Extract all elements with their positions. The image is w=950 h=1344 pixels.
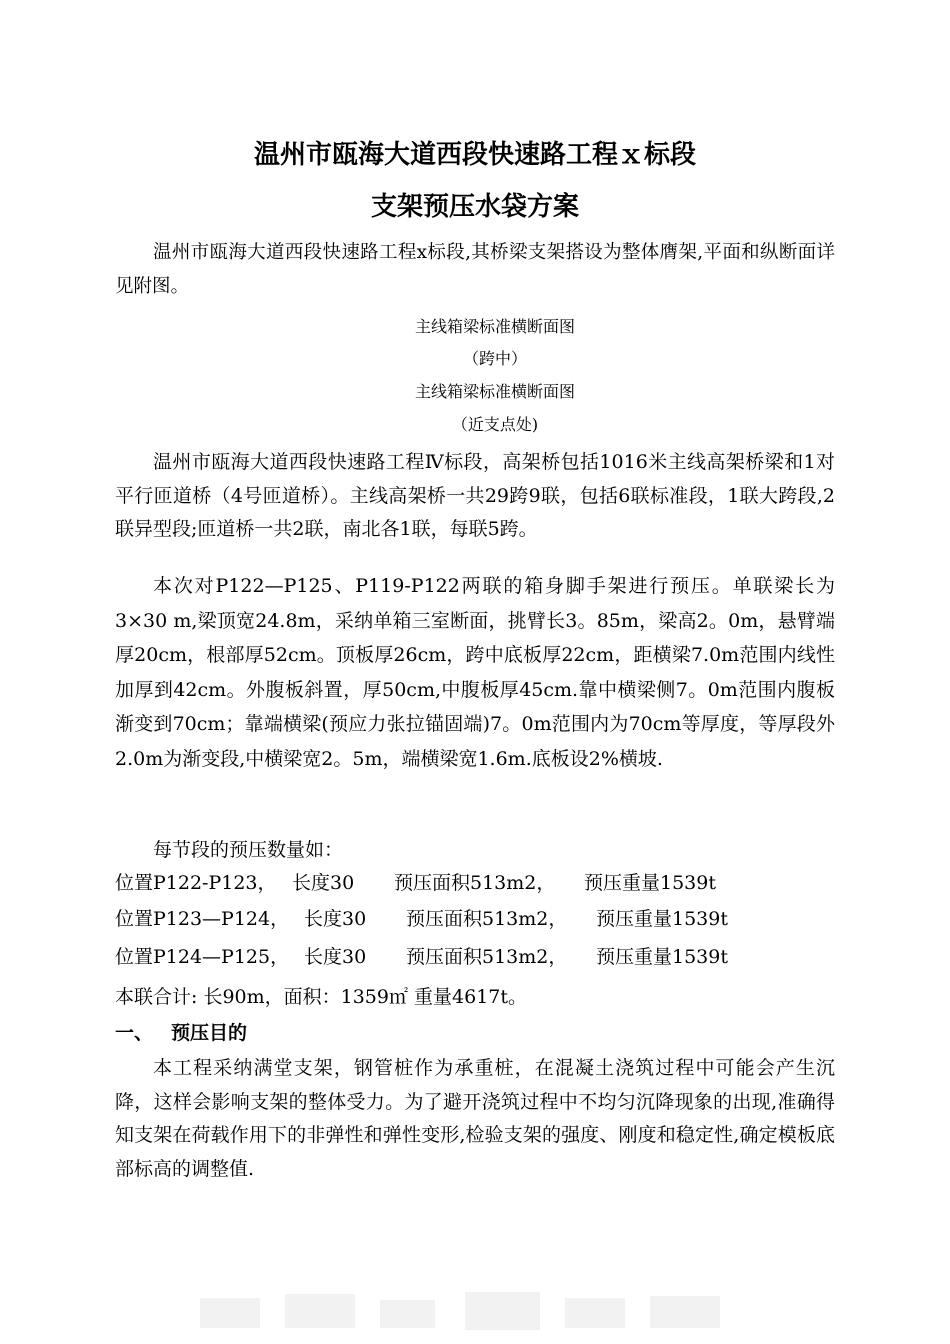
figure-caption: （近支点处) (451, 415, 539, 434)
position-area: 预压面积513m2， (406, 946, 568, 968)
project-description-paragraph: 温州市瓯海大道西段快速路工程Ⅳ标段，高架桥包括1016米主线高架桥梁和1对平行匝道桥（4号匝道桥）。主线高架桥一共29跨9联，包括6联标准段，1联大跨段,2联异型段;匝道桥一共2联，南北各1联，每联5跨。 (115, 451, 835, 540)
preload-scope-paragraph: 本次对P122—P125、P119-P122两联的箱身脚手架进行预压。单联梁长为3×30 m,梁顶宽24.8m，采纳单箱三室断面，挑臂长3。85m，梁高2。0m，悬臂端厚20cm，根部厚52cm。顶板厚26cm，跨中底板厚22cm，距横梁7.0m范围内线性加厚到42cm。外腹板斜置，厚50cm,中腹板厚45cm.靠中横梁侧7。0m范围内腹板渐变到70cm；靠端横梁(预应力张拉锚固端)7。0m范围内为70cm等厚度，等厚段外2.0m为渐变段,中横梁宽2。5m，端横梁宽1.6m.底板设2%横坡. (115, 575, 835, 770)
position-area: 预压面积513m2， (394, 872, 556, 894)
position-label: 位置P123—P124， (115, 908, 290, 930)
figure-caption: 主线箱梁标准横断面图 (414, 317, 575, 336)
intro-paragraph: 温州市瓯海大道西段快速路工程x标段,其桥梁支架搭设为整体膺架,平面和纵断面详见附图。 (115, 242, 835, 297)
figure-caption: 主线箱梁标准横断面图 (414, 382, 575, 401)
position-area: 预压面积513m2， (406, 908, 568, 930)
position-label: 位置P122-P123， (115, 872, 277, 894)
document-subtitle: 支架预压水袋方案 (370, 192, 579, 222)
total-summary: 本联合计: 长90m，面积：1359㎡ 重量4617t。 (115, 986, 528, 1008)
faded-watermark (190, 1270, 760, 1344)
position-length: 长度30 (304, 908, 367, 930)
section-title: 预压目的 (171, 1022, 248, 1044)
position-length: 长度30 (292, 872, 355, 894)
purpose-paragraph: 本工程采纳满堂支架，钢管桩作为承重桩，在混凝土浇筑过程中可能会产生沉降，这样会影响支架的整体受力。为了避开浇筑过程中不均匀沉降现象的出现,准确得知支架在荷载作用下的非弹性和弹性变形,检验支架的强度、刚度和稳定性,确定模板底部标高的调整值. (115, 1057, 835, 1180)
position-weight: 预压重量1539t (596, 908, 728, 930)
position-label: 位置P124—P125， (115, 946, 290, 968)
position-weight: 预压重量1539t (584, 872, 716, 894)
segment-quantity-intro: 每节段的预压数量如： (153, 839, 344, 861)
position-weight: 预压重量1539t (596, 946, 728, 968)
figure-caption: （跨中） (462, 349, 527, 368)
position-length: 长度30 (304, 946, 367, 968)
section-number: 一、 (115, 1022, 154, 1044)
document-title: 温州市瓯海大道西段快速路工程ｘ标段 (253, 140, 696, 170)
